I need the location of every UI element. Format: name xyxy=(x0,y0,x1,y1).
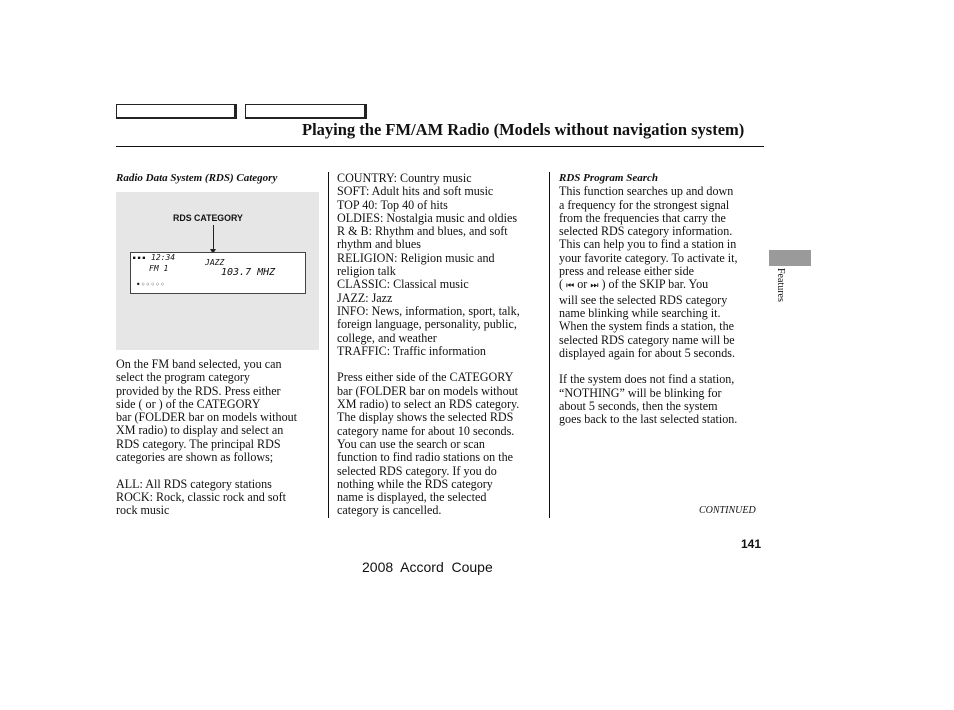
text-line: your favorite category. To activate it, xyxy=(559,250,738,265)
display-frequency: 103.7 MHZ xyxy=(221,267,276,278)
text-line: If the system does not find a station, xyxy=(559,372,735,387)
display-channel-dots: ● ○ ○ ○ ○ ○ xyxy=(137,281,164,286)
skip-next-icon: ⏭ xyxy=(590,281,599,292)
text-line: This function searches up and down xyxy=(559,184,734,199)
text-line: selected RDS category name will be xyxy=(559,332,735,347)
column-2 xyxy=(337,172,547,518)
text-line: bar (FOLDER bar on models without xyxy=(337,383,519,398)
text-line: rhythm and blues xyxy=(337,237,421,252)
text-line: rock music xyxy=(116,503,170,518)
text-line: category is cancelled. xyxy=(337,503,442,518)
text-line: categories are shown as follows; xyxy=(116,450,274,465)
skip-bar-line: ( ⏮ or ⏭ ) of the SKIP bar. You xyxy=(559,277,709,292)
header-tab-box-2 xyxy=(245,104,367,119)
figure-label: RDS CATEGORY xyxy=(173,213,243,223)
text-line: This can help you to find a station in xyxy=(559,237,737,252)
skip-previous-icon: ⏮ xyxy=(566,281,575,292)
text-line: nothing while the RDS category xyxy=(337,476,493,491)
features-side-label: Features xyxy=(775,268,786,302)
text-line: name is displayed, the selected xyxy=(337,490,487,505)
display-indicator-dots: ■ ■ ■ xyxy=(133,255,146,260)
text-line: TRAFFIC: Traffic information xyxy=(337,343,486,358)
program-search-paragraph xyxy=(559,185,765,278)
program-search-subhead: RDS Program Search xyxy=(559,172,659,184)
text-line: name blinking while searching it. xyxy=(559,305,721,320)
text-line: displayed again for about 5 seconds. xyxy=(559,345,735,360)
continued-label: CONTINUED xyxy=(699,505,756,516)
text-line: XM radio) to select an RDS category. xyxy=(337,397,520,412)
text-line: side ( or ) of the CATEGORY xyxy=(116,396,261,411)
text-line: from the frequencies that carry the xyxy=(559,210,726,225)
text-line: COUNTRY: Country music xyxy=(337,171,472,185)
text-line: provided by the RDS. Press either xyxy=(116,383,281,398)
features-side-tab xyxy=(769,250,811,266)
text-line: R & B: Rhythm and blues, and soft xyxy=(337,224,508,239)
page-title: Playing the FM/AM Radio (Models without navigation system) xyxy=(302,120,745,139)
text-line: SOFT: Adult hits and soft music xyxy=(337,184,494,199)
text-line: “NOTHING” will be blinking for xyxy=(559,385,722,400)
category-list xyxy=(337,172,547,358)
text-line: RELIGION: Religion music and xyxy=(337,250,495,265)
text-line: On the FM band selected, you can xyxy=(116,357,282,371)
text-line: press and release either side xyxy=(559,264,694,279)
text-line: selected RDS category information. xyxy=(559,224,733,239)
figure-pointer-line xyxy=(213,225,214,252)
text-line: will see the selected RDS category xyxy=(559,292,728,307)
category-list-start xyxy=(116,478,326,518)
column-divider-2 xyxy=(549,172,550,518)
text-line: The display shows the selected RDS xyxy=(337,410,514,425)
text-line: OLDIES: Nostalgia music and oldies xyxy=(337,210,518,225)
footer-model: 2008 Accord Coupe xyxy=(362,559,493,575)
display-band: FM 1 xyxy=(149,264,169,273)
header-tab-box-1 xyxy=(116,104,237,119)
text-line: ROCK: Rock, classic rock and soft xyxy=(116,489,286,504)
radio-display xyxy=(130,252,306,294)
display-category: JAZZ xyxy=(205,258,225,267)
text-line: CLASSIC: Classical music xyxy=(337,277,469,292)
page-number: 141 xyxy=(741,537,762,551)
rds-category-subhead: Radio Data System (RDS) Category xyxy=(116,172,278,184)
category-select-paragraph xyxy=(337,371,547,517)
text-line: ALL: All RDS category stations xyxy=(116,476,272,491)
text-line: college, and weather xyxy=(337,330,437,345)
text-line: TOP 40: Top 40 of hits xyxy=(337,197,448,212)
text-line: XM radio) to display and select an xyxy=(116,423,284,438)
display-clock: 12:34 xyxy=(151,253,176,262)
program-search-paragraph-cont xyxy=(559,294,765,360)
title-rule xyxy=(116,146,764,147)
column-divider-1 xyxy=(328,172,329,518)
text-line: goes back to the last selected station. xyxy=(559,412,738,427)
text-line: When the system finds a station, the xyxy=(559,319,734,334)
text-line: religion talk xyxy=(337,264,396,279)
text-line: a frequency for the strongest signal xyxy=(559,197,730,212)
rds-category-figure xyxy=(116,192,319,350)
column-3 xyxy=(559,172,765,427)
text-line: foreign language, personality, public, xyxy=(337,317,517,332)
text-line: RDS category. The principal RDS xyxy=(116,436,281,451)
text-line: JAZZ: Jazz xyxy=(337,290,393,305)
text-line: about 5 seconds, then the system xyxy=(559,399,718,414)
intro-paragraph xyxy=(116,358,326,464)
text-line: selected RDS category. If you do xyxy=(337,463,497,478)
text-line: Press either side of the CATEGORY xyxy=(337,370,514,385)
text-line: category name for about 10 seconds. xyxy=(337,423,515,438)
text-line: select the program category xyxy=(116,370,250,385)
text-line: You can use the search or scan xyxy=(337,436,485,451)
text-line: INFO: News, information, sport, talk, xyxy=(337,303,520,318)
text-line: function to find radio stations on the xyxy=(337,450,514,465)
not-found-paragraph xyxy=(559,373,765,426)
column-1 xyxy=(116,172,326,185)
text-line: bar (FOLDER bar on models without xyxy=(116,410,298,425)
column-1-body xyxy=(116,358,326,518)
